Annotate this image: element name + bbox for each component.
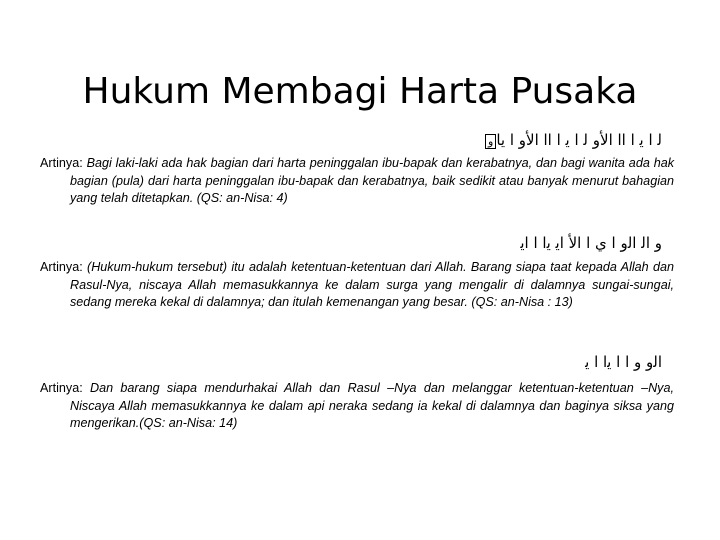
- translation-3: [40, 380, 674, 433]
- translation-label: Artinya:: [40, 381, 90, 395]
- page-title: Hukum Membagi Harta Pusaka: [82, 71, 638, 113]
- arabic-verse-1-text: ﻟ ﺍ ﻳ ﺍ ﺍﺍ ﺍﻷﻭ ﻟ ﺍ ﻳ ﺍ ﺍﺍ ﺍﻷﻭ ﺍ ﻳﺎ: [496, 131, 662, 149]
- translation-text: Bagi laki-laki ada hak bagian dari harta peninggalan ibu-bapak dan kerabatnya, dan bagi wanita ada hak bagian (pula) dari harta peninggalan ibu-bapak dan kerabatnya, baik sedikit atau banyak menurut bahagian yang telah ditetapkan. (QS: an-Nisa: 4): [70, 156, 675, 205]
- translation-1: [40, 155, 674, 208]
- translation-label: Artinya:: [40, 260, 87, 274]
- arabic-verse-2: [520, 233, 662, 253]
- arabic-verse-3: [585, 352, 662, 372]
- arabic-verse-3-text: ﺍﻟﻭ ﻭ ﺍ ﺍ ﻳﺍ ﺍ ﻳ: [585, 353, 662, 371]
- translation-text: (Hukum-hukum tersebut) itu adalah ketentuan-ketentuan dari Allah. Barang siapa taat kepada Allah dan Rasul-Nya, niscaya Allah memasukkannya ke dalam surga yang mengalir di dalamnya sungai-sungai, sedang mereka kekal di dalamnya; dan itulah kemenangan yang besar. (QS: an-Nisa : 13): [70, 260, 674, 309]
- arabic-verse-2-text: ﻭ ﺍﻟ ﺍﻟﻭ ﺍ ﻱ ﺍ ﺍﻷ ﺍﻳ ﻳﺍ ﺍ ﺍﻳ: [520, 234, 662, 252]
- verse-marker: ﻭ: [485, 134, 496, 149]
- translation-label: Artinya:: [40, 156, 87, 170]
- arabic-verse-1: [479, 130, 662, 150]
- translation-2: [40, 259, 674, 312]
- translation-text: Dan barang siapa mendurhakai Allah dan Rasul –Nya dan melanggar ketentuan-ketentuan –Nya, Niscaya Allah memasukkannya ke dalam api neraka sedang ia kekal di dalamnya dan baginya siksa yang mengerikan.(QS: an-Nisa: 14): [70, 381, 674, 430]
